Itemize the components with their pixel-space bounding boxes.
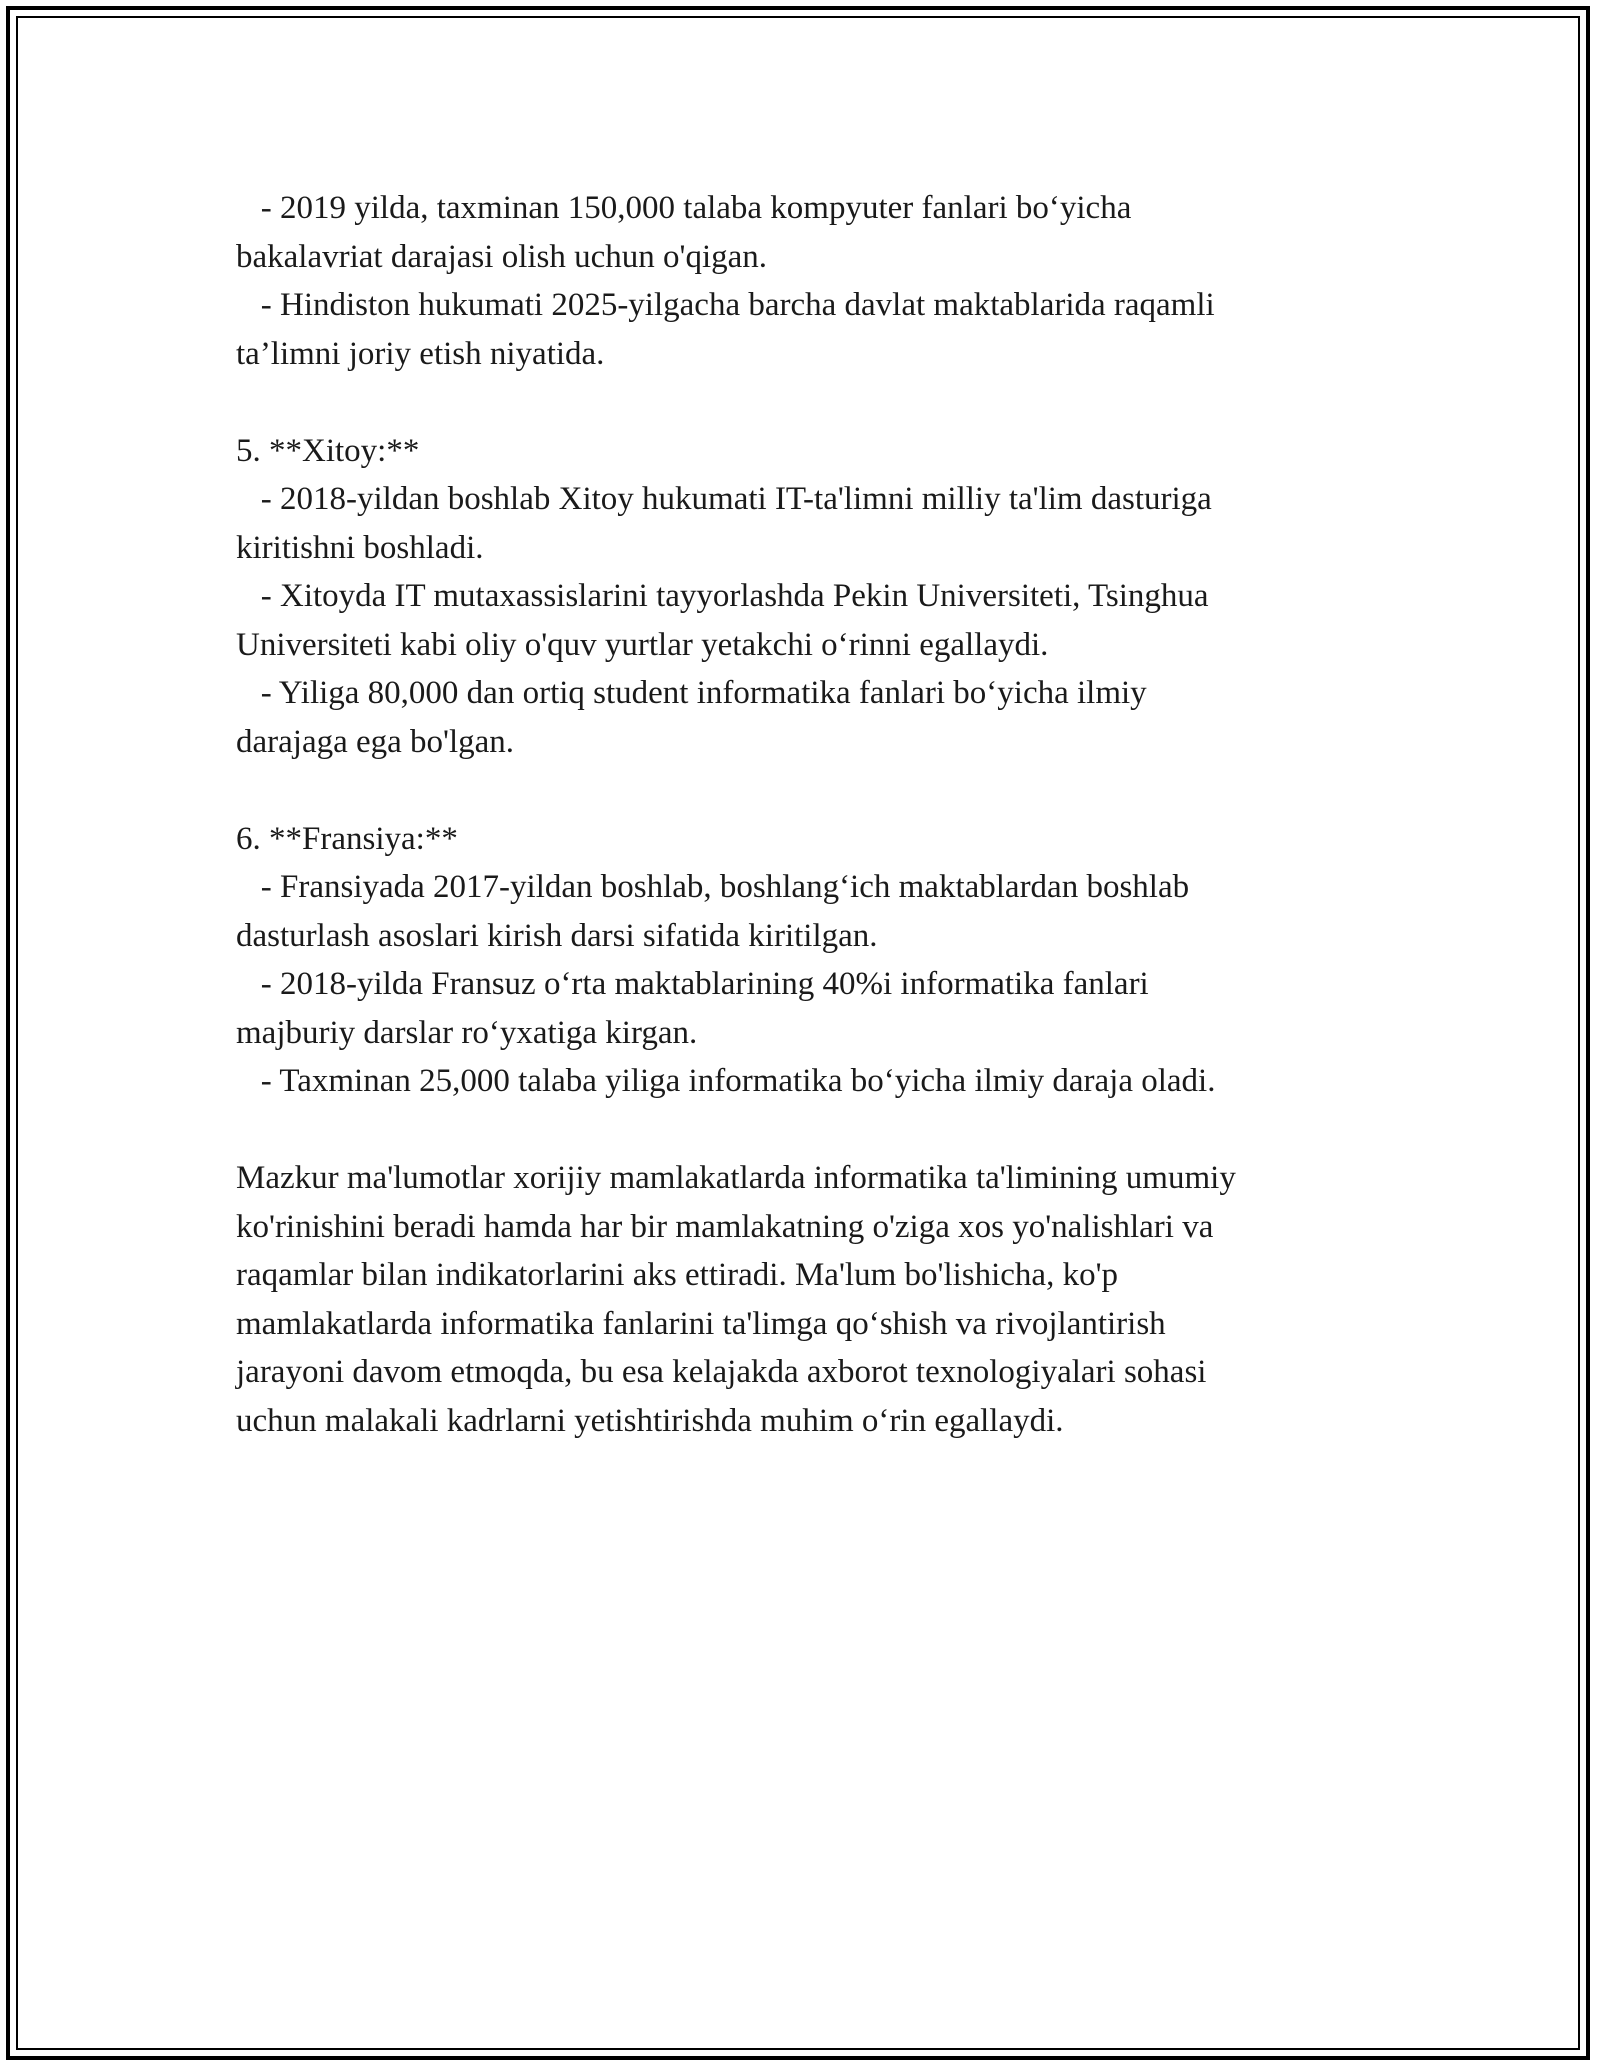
paragraph-france — [236, 815, 1376, 1106]
section-heading: 6. **Fransiya:** — [236, 820, 458, 857]
text-line: ko'rinishini beradi hamda har bir mamlakatning o'ziga xos yo'nalishlari va — [236, 1208, 1214, 1245]
text-line: - 2018-yildan boshlab Xitoy hukumati IT-ta'limni milliy ta'lim dasturiga — [236, 481, 1212, 517]
text-line: raqamlar bilan indikatorlarini aks ettiradi. Ma'lum bo'lishicha, ko'p — [236, 1257, 1119, 1293]
text-line: majburiy darslar ro‘yxatiga kirgan. — [236, 1014, 698, 1051]
paragraph-india-bullets — [236, 184, 1376, 378]
text-line: jarayoni davom etmoqda, bu esa kelajakda axborot texnologiyalari sohasi — [236, 1354, 1207, 1390]
text-line: - 2019 yilda, taxminan 150,000 talaba kompyuter fanlari bo‘yicha — [236, 190, 1132, 226]
text-line: - Taxminan 25,000 talaba yiliga informatika bo‘yicha ilmiy daraja oladi. — [236, 1063, 1216, 1099]
text-line: ta’limni joriy etish niyatida. — [236, 335, 605, 372]
paragraph-china — [236, 427, 1376, 767]
text-line: kiritishni boshladi. — [236, 529, 484, 566]
paragraph-gap — [236, 766, 1376, 815]
text-line: - Hindiston hukumati 2025-yilgacha barcha davlat maktablarida raqamli — [236, 287, 1215, 323]
text-line: mamlakatlarda informatika fanlarini ta'limga qo‘shish va rivojlantirish — [236, 1305, 1166, 1342]
text-line: - Yiliga 80,000 dan ortiq student informatika fanlari bo‘yicha ilmiy — [236, 675, 1147, 711]
document-body — [236, 184, 1376, 1445]
paragraph-gap — [236, 378, 1376, 427]
text-line: - 2018-yilda Fransuz o‘rta maktablarining 40%i informatika fanlari — [236, 966, 1149, 1002]
text-line: - Fransiyada 2017-yildan boshlab, boshlang‘ich maktablardan boshlab — [236, 869, 1190, 905]
text-line: bakalavriat darajasi olish uchun o'qigan. — [236, 238, 768, 275]
section-heading: 5. **Xitoy:** — [236, 432, 420, 469]
text-line: - Xitoyda IT mutaxassislarini tayyorlashda Pekin Universiteti, Tsinghua — [236, 578, 1209, 614]
paragraph-conclusion — [236, 1154, 1376, 1445]
text-line: Universiteti kabi oliy o'quv yurtlar yetakchi o‘rinni egallaydi. — [236, 626, 1049, 663]
text-line: uchun malakali kadrlarni yetishtirishda muhim o‘rin egallaydi. — [236, 1402, 1064, 1439]
paragraph-gap — [236, 1106, 1376, 1155]
text-line: Mazkur ma'lumotlar xorijiy mamlakatlarda informatika ta'limining umumiy — [236, 1160, 1236, 1196]
text-line: darajaga ega bo'lgan. — [236, 723, 515, 760]
text-line: dasturlash asoslari kirish darsi sifatida kiritilgan. — [236, 917, 878, 954]
